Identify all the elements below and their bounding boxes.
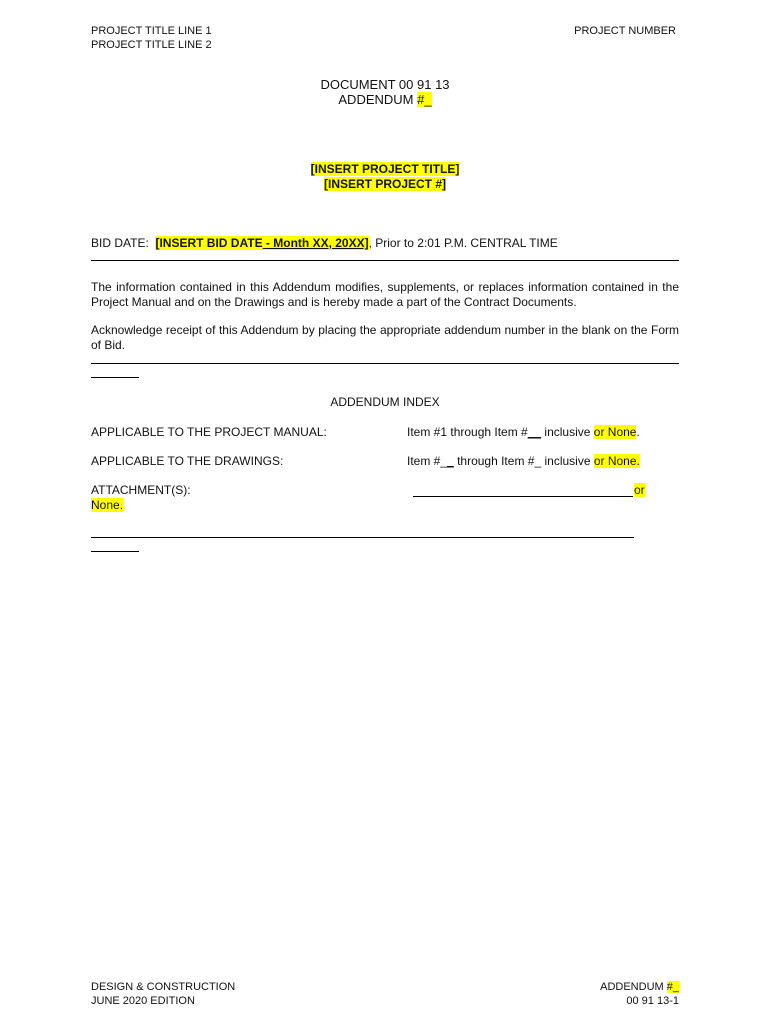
footer-edition: JUNE 2020 EDITION	[91, 995, 195, 1007]
drawings-through: through Item #	[453, 454, 535, 468]
footer-org: DESIGN & CONSTRUCTION	[91, 981, 236, 993]
drawings-blank-c: _	[534, 454, 542, 468]
manual-value-prefix: Item #1 through Item #	[407, 425, 528, 439]
manual-blank: __	[527, 425, 542, 439]
drawings-blank-a: _	[440, 454, 448, 468]
project-number-placeholder: [INSERT PROJECT #]	[323, 177, 446, 191]
drawings-item-a: Item #	[407, 454, 441, 468]
header-title-line-1: PROJECT TITLE LINE 1	[91, 25, 212, 37]
drawings-none: or None.	[593, 454, 640, 468]
bid-time: , Prior to 2:01 P.M. CENTRAL TIME	[368, 236, 558, 250]
manual-label: APPLICABLE TO THE PROJECT MANUAL:	[91, 425, 327, 439]
addendum-label: ADDENDUM	[338, 92, 418, 107]
attachments-or	[634, 483, 645, 498]
divider-1	[91, 260, 679, 261]
manual-value-mid: inclusive	[541, 425, 594, 439]
drawings-blank-b: _	[447, 454, 454, 468]
bid-date-placeholder	[155, 236, 368, 250]
bid-date-suffix: - Month XX, 20XX]	[262, 236, 369, 250]
paragraph-modifies: The information contained in this Addendum modifies, supplements, or replaces information contained in the Project Manual and on the Drawings and is hereby made a part of the Contract Documents.	[91, 280, 679, 309]
attachments-or-text: or	[634, 483, 645, 497]
document-number: DOCUMENT 00 91 13	[320, 77, 450, 92]
bid-date-label: BID DATE:	[91, 236, 149, 250]
footer-page-number: 00 91 13-1	[626, 995, 679, 1007]
drawings-inclusive: inclusive	[541, 454, 594, 468]
addendum-number-placeholder: #_	[417, 92, 432, 107]
manual-end: .	[636, 425, 640, 439]
attachments-label: ATTACHMENT(S):	[91, 483, 191, 497]
footer-addendum-label: ADDENDUM	[600, 981, 667, 993]
footer-addendum	[600, 980, 679, 994]
divider-2	[91, 363, 679, 364]
bid-date-line	[91, 236, 558, 251]
header-title-line-2: PROJECT TITLE LINE 2	[91, 39, 212, 51]
document-heading	[0, 77, 770, 107]
attachments-blank-line	[413, 496, 633, 497]
paragraph-acknowledge: Acknowledge receipt of this Addendum by placing the appropriate addendum number in the blank on the Form of Bid.	[91, 323, 679, 352]
manual-value	[407, 425, 640, 440]
bid-date-prefix: [INSERT BID DATE	[155, 236, 263, 250]
manual-none: or None	[593, 425, 637, 439]
project-title-placeholder: [INSERT PROJECT TITLE]	[310, 162, 460, 176]
divider-2-tail	[91, 377, 139, 378]
addendum-index-heading: ADDENDUM INDEX	[330, 395, 440, 409]
attachments-none	[91, 498, 123, 513]
divider-3-tail	[91, 551, 139, 552]
drawings-value	[407, 454, 640, 469]
project-heading	[0, 162, 770, 192]
attachments-none-text: None.	[91, 498, 124, 512]
addendum-title	[0, 92, 770, 107]
header-project-number: PROJECT NUMBER	[574, 25, 676, 37]
drawings-label: APPLICABLE TO THE DRAWINGS:	[91, 454, 284, 468]
footer-addendum-placeholder: #_	[666, 981, 679, 993]
divider-3	[91, 537, 634, 538]
